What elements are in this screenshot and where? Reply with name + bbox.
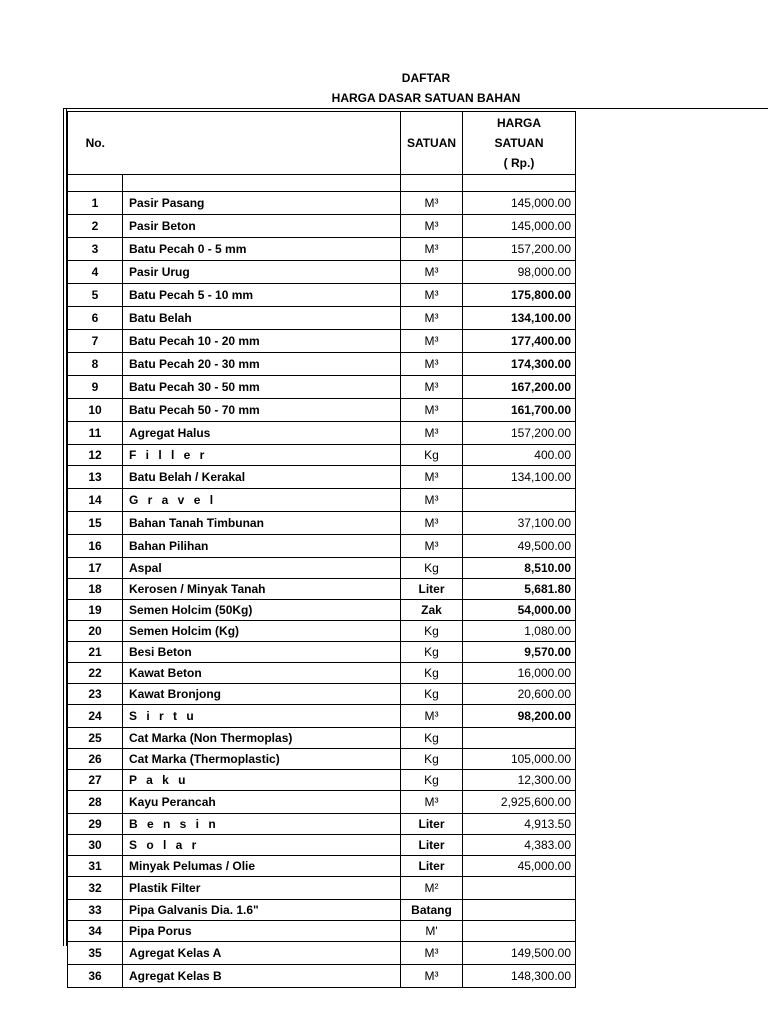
row-material-name: Minyak Pelumas / Olie bbox=[123, 856, 401, 877]
table-row bbox=[68, 728, 768, 749]
row-material-name: Pasir Pasang bbox=[123, 192, 401, 215]
row-unit: M³ bbox=[401, 215, 463, 238]
row-price: 4,913.50 bbox=[463, 814, 576, 835]
row-no: 35 bbox=[68, 942, 123, 965]
row-material-name: Batu Belah bbox=[123, 307, 401, 330]
table-row bbox=[68, 330, 768, 353]
row-material-name: Kerosen / Minyak Tanah bbox=[123, 579, 401, 600]
row-spacer bbox=[576, 621, 768, 642]
row-spacer bbox=[576, 663, 768, 684]
table-row bbox=[68, 579, 768, 600]
document-title: DAFTAR bbox=[401, 71, 451, 85]
row-no: 24 bbox=[68, 705, 123, 728]
row-unit: M³ bbox=[401, 399, 463, 422]
row-no: 25 bbox=[68, 728, 123, 749]
table-row bbox=[68, 512, 768, 535]
row-unit: Kg bbox=[401, 642, 463, 663]
table-row bbox=[68, 791, 768, 814]
row-spacer bbox=[576, 770, 768, 791]
row-no: 19 bbox=[68, 600, 123, 621]
row-price: 12,300.00 bbox=[463, 770, 576, 791]
table-row bbox=[68, 965, 768, 988]
row-no: 31 bbox=[68, 856, 123, 877]
row-price: 400.00 bbox=[463, 445, 576, 466]
row-price: 5,681.80 bbox=[463, 579, 576, 600]
table-row bbox=[68, 466, 768, 489]
row-material-name: Cat Marka (Non Thermoplas) bbox=[123, 728, 401, 749]
row-spacer bbox=[576, 749, 768, 770]
table-row bbox=[68, 192, 768, 215]
table-row bbox=[68, 422, 768, 445]
row-no: 20 bbox=[68, 621, 123, 642]
table-row bbox=[68, 749, 768, 770]
table-row bbox=[68, 900, 768, 921]
row-unit: M³ bbox=[401, 535, 463, 558]
row-material-name: Kawat Beton bbox=[123, 663, 401, 684]
row-spacer bbox=[576, 558, 768, 579]
row-price: 54,000.00 bbox=[463, 600, 576, 621]
row-material-name: Pipa Galvanis Dia. 1.6" bbox=[123, 900, 401, 921]
row-no: 28 bbox=[68, 791, 123, 814]
row-material-name: Batu Pecah 0 - 5 mm bbox=[123, 238, 401, 261]
row-spacer bbox=[576, 422, 768, 445]
row-spacer bbox=[576, 512, 768, 535]
table-row bbox=[68, 835, 768, 856]
row-material-name: Kawat Bronjong bbox=[123, 684, 401, 705]
row-price: 98,000.00 bbox=[463, 261, 576, 284]
table-row bbox=[68, 284, 768, 307]
row-material-name: Pasir Urug bbox=[123, 261, 401, 284]
table-row bbox=[68, 856, 768, 877]
blank-cell bbox=[401, 175, 463, 192]
row-spacer bbox=[576, 684, 768, 705]
row-price bbox=[463, 921, 576, 942]
row-unit: Kg bbox=[401, 663, 463, 684]
table-row bbox=[68, 215, 768, 238]
row-material-name: S o l a r bbox=[123, 835, 401, 856]
row-unit: M³ bbox=[401, 942, 463, 965]
row-material-name: Batu Pecah 5 - 10 mm bbox=[123, 284, 401, 307]
sheet-top-border bbox=[63, 108, 768, 109]
row-price: 177,400.00 bbox=[463, 330, 576, 353]
row-price: 175,800.00 bbox=[463, 284, 576, 307]
row-spacer bbox=[576, 307, 768, 330]
table-row bbox=[68, 376, 768, 399]
row-material-name: Batu Pecah 10 - 20 mm bbox=[123, 330, 401, 353]
row-price: 134,100.00 bbox=[463, 307, 576, 330]
header-price bbox=[463, 112, 576, 175]
row-no: 15 bbox=[68, 512, 123, 535]
row-price: 20,600.00 bbox=[463, 684, 576, 705]
row-spacer bbox=[576, 705, 768, 728]
row-no: 8 bbox=[68, 353, 123, 376]
row-no: 32 bbox=[68, 877, 123, 900]
row-spacer bbox=[576, 261, 768, 284]
row-price: 2,925,600.00 bbox=[463, 791, 576, 814]
row-material-name: S i r t u bbox=[123, 705, 401, 728]
row-spacer bbox=[576, 814, 768, 835]
table-row bbox=[68, 814, 768, 835]
row-spacer bbox=[576, 965, 768, 988]
row-price: 157,200.00 bbox=[463, 422, 576, 445]
row-no: 33 bbox=[68, 900, 123, 921]
row-no: 23 bbox=[68, 684, 123, 705]
row-unit: Kg bbox=[401, 749, 463, 770]
table-row bbox=[68, 877, 768, 900]
row-no: 21 bbox=[68, 642, 123, 663]
row-spacer bbox=[576, 579, 768, 600]
row-spacer bbox=[576, 791, 768, 814]
row-spacer bbox=[576, 192, 768, 215]
row-unit: M³ bbox=[401, 238, 463, 261]
row-unit: Liter bbox=[401, 579, 463, 600]
row-no: 17 bbox=[68, 558, 123, 579]
row-price: 167,200.00 bbox=[463, 376, 576, 399]
row-spacer bbox=[576, 376, 768, 399]
header-row bbox=[68, 112, 768, 175]
row-no: 13 bbox=[68, 466, 123, 489]
table-row bbox=[68, 642, 768, 663]
row-no: 5 bbox=[68, 284, 123, 307]
blank-cell bbox=[68, 175, 123, 192]
row-no: 2 bbox=[68, 215, 123, 238]
row-unit: Liter bbox=[401, 814, 463, 835]
row-no: 34 bbox=[68, 921, 123, 942]
price-table-body bbox=[68, 112, 768, 988]
row-spacer bbox=[576, 600, 768, 621]
row-material-name: P a k u bbox=[123, 770, 401, 791]
row-no: 30 bbox=[68, 835, 123, 856]
row-price bbox=[463, 877, 576, 900]
row-spacer bbox=[576, 445, 768, 466]
row-unit: Kg bbox=[401, 770, 463, 791]
row-no: 9 bbox=[68, 376, 123, 399]
row-no: 27 bbox=[68, 770, 123, 791]
row-no: 7 bbox=[68, 330, 123, 353]
row-unit: M³ bbox=[401, 512, 463, 535]
row-unit: Kg bbox=[401, 621, 463, 642]
row-spacer bbox=[576, 642, 768, 663]
row-no: 22 bbox=[68, 663, 123, 684]
row-spacer bbox=[576, 215, 768, 238]
blank-cell bbox=[463, 175, 576, 192]
header-price-line1: HARGA bbox=[497, 116, 541, 130]
table-row bbox=[68, 621, 768, 642]
row-material-name: Batu Pecah 20 - 30 mm bbox=[123, 353, 401, 376]
row-no: 14 bbox=[68, 489, 123, 512]
row-unit: Kg bbox=[401, 684, 463, 705]
row-unit: M³ bbox=[401, 466, 463, 489]
table-row bbox=[68, 353, 768, 376]
row-price: 16,000.00 bbox=[463, 663, 576, 684]
row-material-name: Kayu Perancah bbox=[123, 791, 401, 814]
row-no: 36 bbox=[68, 965, 123, 988]
row-material-name: Plastik Filter bbox=[123, 877, 401, 900]
row-spacer bbox=[576, 489, 768, 512]
row-price: 174,300.00 bbox=[463, 353, 576, 376]
row-unit: Kg bbox=[401, 445, 463, 466]
row-price bbox=[463, 489, 576, 512]
row-unit: Kg bbox=[401, 728, 463, 749]
row-spacer bbox=[576, 399, 768, 422]
row-material-name: Pasir Beton bbox=[123, 215, 401, 238]
row-price: 157,200.00 bbox=[463, 238, 576, 261]
table-row bbox=[68, 261, 768, 284]
row-spacer bbox=[576, 942, 768, 965]
row-material-name: Agregat Halus bbox=[123, 422, 401, 445]
row-material-name: Semen Holcim (50Kg) bbox=[123, 600, 401, 621]
header-no: No. bbox=[68, 112, 123, 175]
row-price: 145,000.00 bbox=[463, 215, 576, 238]
row-no: 11 bbox=[68, 422, 123, 445]
row-price: 37,100.00 bbox=[463, 512, 576, 535]
row-price: 4,383.00 bbox=[463, 835, 576, 856]
row-unit: M³ bbox=[401, 330, 463, 353]
row-unit: Zak bbox=[401, 600, 463, 621]
row-spacer bbox=[576, 330, 768, 353]
row-unit: M³ bbox=[401, 376, 463, 399]
row-price: 45,000.00 bbox=[463, 856, 576, 877]
table-row bbox=[68, 705, 768, 728]
row-unit: M' bbox=[401, 921, 463, 942]
table-row bbox=[68, 445, 768, 466]
row-unit: M³ bbox=[401, 791, 463, 814]
row-price: 8,510.00 bbox=[463, 558, 576, 579]
row-unit: M³ bbox=[401, 353, 463, 376]
table-row bbox=[68, 307, 768, 330]
row-price bbox=[463, 728, 576, 749]
row-spacer bbox=[576, 728, 768, 749]
row-price: 145,000.00 bbox=[463, 192, 576, 215]
row-no: 3 bbox=[68, 238, 123, 261]
row-material-name: Agregat Kelas B bbox=[123, 965, 401, 988]
row-spacer bbox=[576, 900, 768, 921]
header-spacer bbox=[576, 112, 768, 175]
row-spacer bbox=[576, 921, 768, 942]
row-price: 98,200.00 bbox=[463, 705, 576, 728]
blank-spacer bbox=[576, 175, 768, 192]
row-material-name: Cat Marka (Thermoplastic) bbox=[123, 749, 401, 770]
row-price: 9,570.00 bbox=[463, 642, 576, 663]
table-row bbox=[68, 558, 768, 579]
row-material-name: Batu Pecah 30 - 50 mm bbox=[123, 376, 401, 399]
row-price: 161,700.00 bbox=[463, 399, 576, 422]
row-spacer bbox=[576, 238, 768, 261]
row-no: 18 bbox=[68, 579, 123, 600]
row-unit: M³ bbox=[401, 705, 463, 728]
row-material-name: B e n s i n bbox=[123, 814, 401, 835]
row-material-name: G r a v e l bbox=[123, 489, 401, 512]
header-price-line3: ( Rp.) bbox=[503, 156, 535, 170]
row-material-name: Semen Holcim (Kg) bbox=[123, 621, 401, 642]
row-price: 148,300.00 bbox=[463, 965, 576, 988]
document-subtitle: HARGA DASAR SATUAN BAHAN bbox=[331, 91, 521, 105]
row-material-name: Aspal bbox=[123, 558, 401, 579]
row-unit: M² bbox=[401, 877, 463, 900]
table-row bbox=[68, 535, 768, 558]
table-row bbox=[68, 684, 768, 705]
price-table bbox=[67, 111, 768, 988]
table-row bbox=[68, 663, 768, 684]
row-spacer bbox=[576, 877, 768, 900]
row-no: 26 bbox=[68, 749, 123, 770]
row-no: 29 bbox=[68, 814, 123, 835]
row-unit: M³ bbox=[401, 284, 463, 307]
row-spacer bbox=[576, 466, 768, 489]
row-no: 6 bbox=[68, 307, 123, 330]
header-price-line2: SATUAN bbox=[494, 136, 544, 150]
row-unit: Liter bbox=[401, 856, 463, 877]
row-spacer bbox=[576, 835, 768, 856]
row-price: 105,000.00 bbox=[463, 749, 576, 770]
row-unit: Batang bbox=[401, 900, 463, 921]
table-row bbox=[68, 489, 768, 512]
row-spacer bbox=[576, 535, 768, 558]
row-material-name: Besi Beton bbox=[123, 642, 401, 663]
row-unit: M³ bbox=[401, 192, 463, 215]
row-unit: M³ bbox=[401, 489, 463, 512]
header-unit: SATUAN bbox=[401, 112, 463, 175]
row-material-name: Agregat Kelas A bbox=[123, 942, 401, 965]
row-no: 10 bbox=[68, 399, 123, 422]
row-price: 134,100.00 bbox=[463, 466, 576, 489]
row-unit: M³ bbox=[401, 422, 463, 445]
row-material-name: Bahan Pilihan bbox=[123, 535, 401, 558]
table-row bbox=[68, 399, 768, 422]
row-material-name: Pipa Porus bbox=[123, 921, 401, 942]
row-material-name: Batu Pecah 50 - 70 mm bbox=[123, 399, 401, 422]
row-unit: Liter bbox=[401, 835, 463, 856]
table-row bbox=[68, 921, 768, 942]
table-row bbox=[68, 600, 768, 621]
row-price: 1,080.00 bbox=[463, 621, 576, 642]
row-price: 149,500.00 bbox=[463, 942, 576, 965]
row-spacer bbox=[576, 353, 768, 376]
table-row bbox=[68, 238, 768, 261]
row-no: 4 bbox=[68, 261, 123, 284]
blank-row bbox=[68, 175, 768, 192]
row-material-name: Bahan Tanah Timbunan bbox=[123, 512, 401, 535]
row-unit: M³ bbox=[401, 261, 463, 284]
table-row bbox=[68, 770, 768, 791]
row-no: 12 bbox=[68, 445, 123, 466]
row-price: 49,500.00 bbox=[463, 535, 576, 558]
row-material-name: Batu Belah / Kerakal bbox=[123, 466, 401, 489]
row-material-name: F i l l e r bbox=[123, 445, 401, 466]
row-spacer bbox=[576, 856, 768, 877]
row-no: 1 bbox=[68, 192, 123, 215]
row-spacer bbox=[576, 284, 768, 307]
header-name bbox=[123, 112, 401, 175]
row-price bbox=[463, 900, 576, 921]
row-no: 16 bbox=[68, 535, 123, 558]
blank-cell bbox=[123, 175, 401, 192]
row-unit: Kg bbox=[401, 558, 463, 579]
row-unit: M³ bbox=[401, 307, 463, 330]
row-unit: M³ bbox=[401, 965, 463, 988]
table-row bbox=[68, 942, 768, 965]
